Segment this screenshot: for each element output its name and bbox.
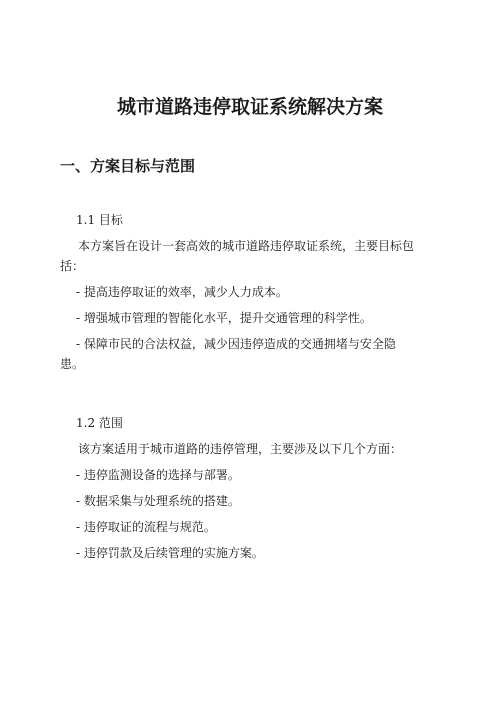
list-item: - 提高违停取证的效率，减少人力成本。 xyxy=(76,285,288,299)
subsection-heading-scope: 1.2 范围 xyxy=(76,416,123,430)
list-item: - 违停监测设备的选择与部署。 xyxy=(76,468,240,482)
subsection-heading-goals: 1.1 目标 xyxy=(76,213,123,227)
list-item-line1: - 保障市民的合法权益，减少因违停造成的交通拥堵与安全隐 xyxy=(76,337,396,351)
list-item: - 增强城市管理的智能化水平，提升交通管理的科学性。 xyxy=(76,311,372,325)
scope-intro: 该方案适用于城市道路的违停管理，主要涉及以下几个方面： xyxy=(78,442,403,456)
subsection-scope xyxy=(60,413,442,569)
section-heading-goals-scope: 一、方案目标与范围 xyxy=(60,157,196,175)
goals-intro-line2: 括： xyxy=(60,259,85,273)
goals-list xyxy=(60,282,442,354)
scope-list xyxy=(60,465,442,563)
goals-intro-line1: 本方案旨在设计一套高效的城市道路违停取证系统，主要目标包 xyxy=(78,239,415,253)
list-item-wrapped xyxy=(76,334,442,354)
document-title: 城市道路违停取证系统解决方案 xyxy=(116,96,383,118)
subsection-goals xyxy=(60,210,442,374)
list-item: - 违停罚款及后续管理的实施方案。 xyxy=(76,546,264,560)
list-item-line2: 患。 xyxy=(60,357,85,371)
list-item: - 数据采集与处理系统的搭建。 xyxy=(76,494,240,508)
list-item: - 违停取证的流程与规范。 xyxy=(76,520,216,534)
